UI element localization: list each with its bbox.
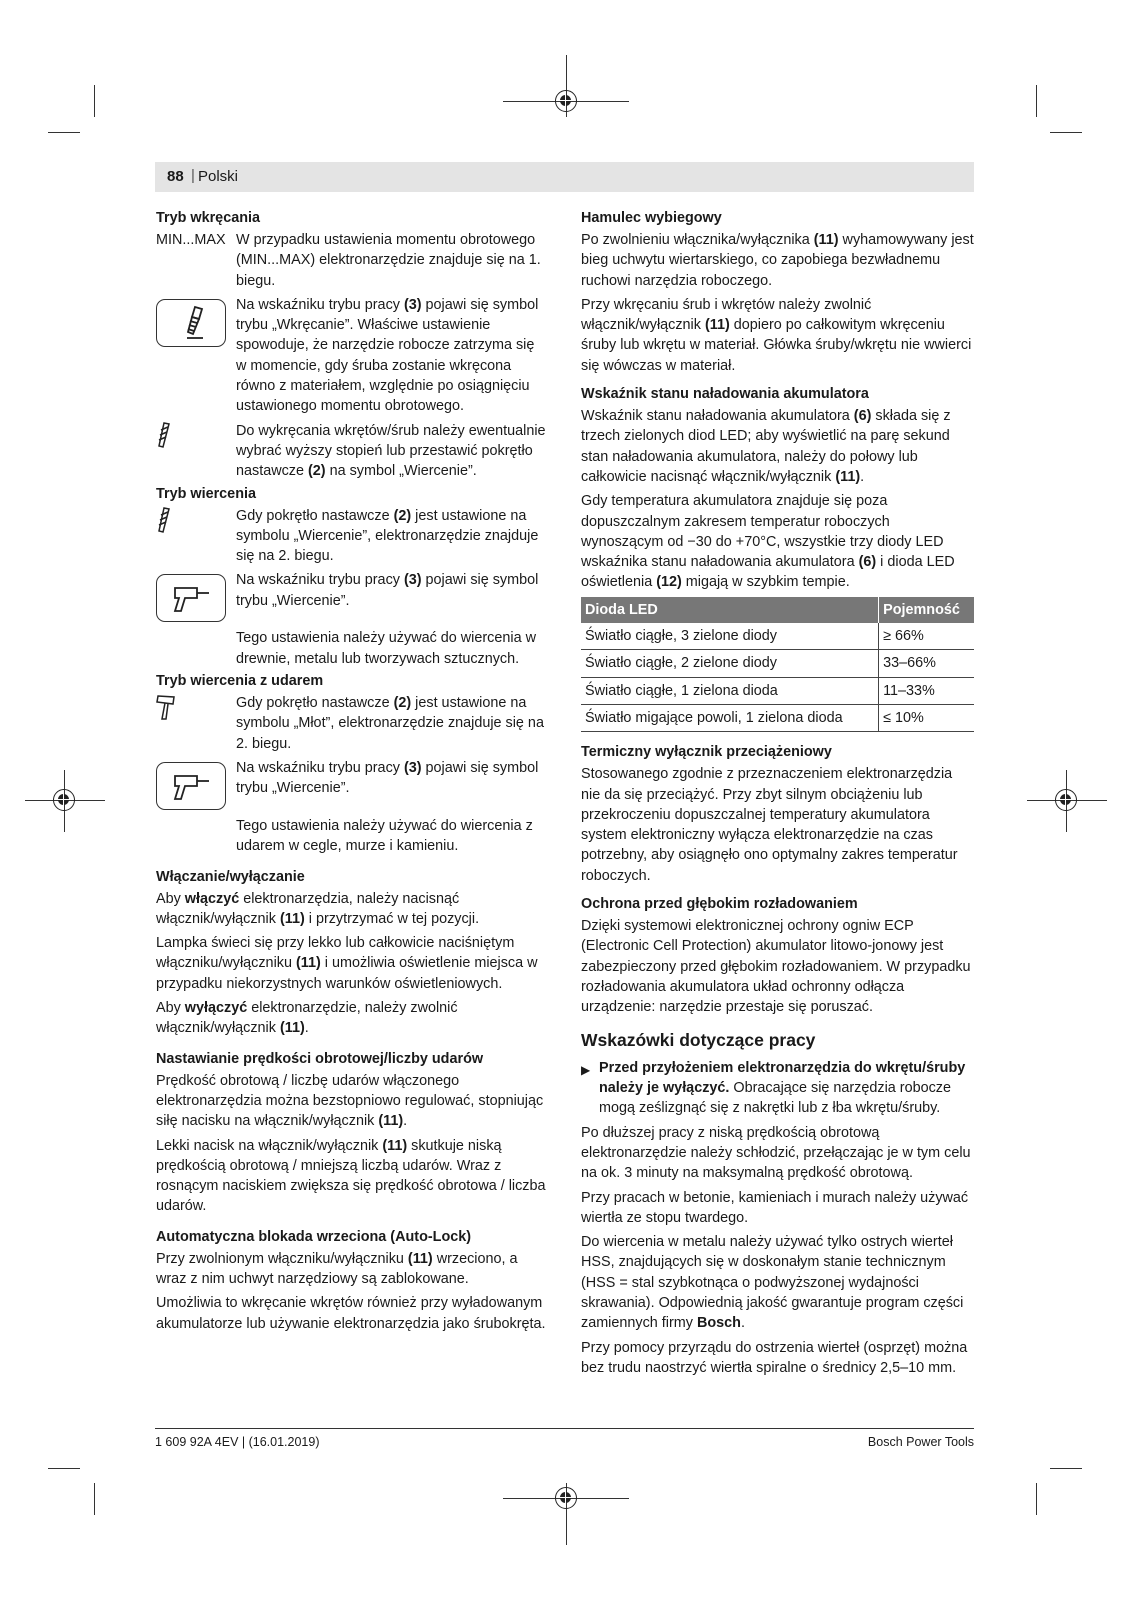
table-row xyxy=(581,650,974,677)
page-number: 88 xyxy=(167,168,184,185)
paragraph: Lampka świeci się przy lekko lub całkowicie naciśniętym włączniku/wyłączniku (11) i umożliwia oświetlenie miejsca w przypadku niekorzystnych warunków oświetleniowych. xyxy=(156,935,538,992)
hammer-icon xyxy=(156,693,180,721)
section-heading-predkosc: Nastawianie prędkości obrotowej/liczby udarów xyxy=(156,1050,484,1067)
left-column xyxy=(156,206,546,1338)
registration-mark-icon xyxy=(1055,789,1077,811)
section-heading-autolock: Automatyczna blokada wrzeciona (Auto-Lock) xyxy=(156,1228,472,1245)
section-heading-akumulator: Wskaźnik stanu naładowania akumulatora xyxy=(581,386,869,403)
drill-indicator-text: Na wskaźniku trybu pracy (3) pojawi się symbol trybu „Wiercenie”. xyxy=(236,572,539,609)
paragraph: Lekki nacisk na włącznik/wyłącznik (11) skutkuje niską prędkością obrotową / mniejszą liczbą udarów. Wraz z rosnącym naciskiem zwiększa się prędkość obrotowa / liczba udarów. xyxy=(156,1137,546,1215)
section-heading-wskazowki: Wskazówki dotyczące pracy xyxy=(581,1029,816,1050)
led-table xyxy=(581,597,974,732)
crop-mark xyxy=(1050,132,1082,133)
section-heading-termiczny: Termiczny wyłącznik przeciążeniowy xyxy=(581,744,832,761)
paragraph: Do wiercenia w metalu należy używać tylko ostrych wierteł HSS, znajdujących się w doskonałym stanie technicznym (HSS = stal szybkotnąca o podwyższonej wydajności skrawania). Odpowiednią jakość gwarantuje program części zamiennych firmy Bosch. xyxy=(581,1234,964,1332)
min-max-text: W przypadku ustawienia momentu obrotowego (MIN...MAX) elektronarzędzie znajduje się na 1. biegu. xyxy=(236,232,541,289)
table-row xyxy=(581,677,974,704)
screw-mode-text: Na wskaźniku trybu pracy (3) pojawi się symbol trybu „Wkręcanie”. Właściwe ustawienie spowoduje, że narzędzie robocze zatrzyma się w momencie, gdy śruba zostanie wkręcona równo z materiałem, względnie po osiągnięciu ustawionego momentu obrotowego. xyxy=(236,296,539,415)
hammer-mode-row xyxy=(156,693,546,754)
crop-mark xyxy=(94,1483,95,1515)
hammer-extra-text: Tego ustawienia należy używać do wiercenia z udarem w cegle, murze i kamieniu. xyxy=(236,817,533,855)
registration-mark-icon xyxy=(53,789,75,811)
header-language: Polski xyxy=(198,168,239,185)
paragraph: Przy pracach w betonie, kamieniach i murach należy używać wiertła ze stopu twardego. xyxy=(581,1189,969,1226)
table-cell: 11–33% xyxy=(879,677,974,704)
section-heading-tryb-wkrecania: Tryb wkręcania xyxy=(156,210,260,226)
paragraph: Aby włączyć elektronarzędzia, należy nacisnąć włącznik/wyłącznik (11) i przytrzymać w tej pozycji. xyxy=(156,890,480,927)
screw-mode-row xyxy=(156,295,546,417)
table-row xyxy=(581,623,974,650)
drill-mode-icon xyxy=(156,574,226,622)
hammer-indicator-text: Na wskaźniku trybu pracy (3) pojawi się symbol trybu „Wiercenie”. xyxy=(236,759,539,797)
crop-mark xyxy=(48,1468,80,1469)
crop-mark xyxy=(1036,1483,1037,1515)
section-heading-tryb-udar: Tryb wiercenia z udarem xyxy=(156,673,324,690)
table-cell: Światło migające powoli, 1 zielona dioda xyxy=(581,704,879,731)
table-header: Pojemność xyxy=(879,597,974,623)
header-separator: | xyxy=(191,167,195,184)
drill-mode-row xyxy=(156,506,546,567)
crop-mark xyxy=(1036,85,1037,117)
screwdriving-mode-icon xyxy=(156,299,226,347)
section-heading-tryb-wiercenia: Tryb wiercenia xyxy=(156,485,256,502)
footer-doc-id: 1 609 92A 4EV | (16.01.2019) xyxy=(155,1435,320,1449)
min-max-label: MIN...MAX xyxy=(156,232,226,248)
page-footer xyxy=(155,1428,974,1449)
table-cell: Światło ciągłe, 1 zielona dioda xyxy=(581,677,879,704)
paragraph: Aby wyłączyć elektronarzędzie, należy zwolnić włącznik/wyłącznik (11). xyxy=(156,1000,458,1037)
bullet-arrow-icon: ▶ xyxy=(581,1062,591,1077)
paragraph: Stosowanego zgodnie z przeznaczeniem elektronarzędzia nie da się przeciążyć. Przy zbyt silnym obciążeniu lub przekroczeniu dopuszczalnej temperatury akumulatora system elektroniczny wyłącza elektronarzędzie na czas potrzebny, aby osiągnęło ono optymalny zakres temperatur roboczych. xyxy=(581,766,958,884)
min-max-row xyxy=(156,230,546,291)
right-column xyxy=(581,206,974,1382)
table-cell: Światło ciągłe, 3 zielone diody xyxy=(581,623,879,650)
drill-bit-icon xyxy=(156,421,180,449)
warning-bullet: ▶ Przed przyłożeniem elektronarzędzia do wkrętu/śruby należy je wyłączyć. Obracające się narzędzia robocze mogą ześlizgnąć się z nakrętki lub z łba wkrętu/śruby. xyxy=(581,1058,974,1119)
table-header: Dioda LED xyxy=(581,597,879,623)
paragraph: Przy zwolnionym włączniku/wyłączniku (11) wrzeciono, a wraz z nim uchwyt narzędziowy są zablokowane. xyxy=(156,1250,518,1287)
drill-bit-icon xyxy=(156,506,180,534)
drill-indicator-row xyxy=(156,570,546,622)
crop-mark xyxy=(94,85,95,117)
registration-mark-icon xyxy=(555,1487,577,1509)
hammer-extra-row xyxy=(156,816,546,857)
hammer-indicator-row xyxy=(156,758,546,810)
footer-brand: Bosch Power Tools xyxy=(867,1435,974,1449)
paragraph: Przy wkręcaniu śrub i wkrętów należy zwolnić włącznik/wyłącznik (11) dopiero po całkowitym wkręceniu śruby lub wkrętu w materiał. Główka śruby/wkrętu nie wwierci się wówczas w materiał. xyxy=(581,296,972,374)
drill-mode-icon xyxy=(156,762,226,810)
table-row xyxy=(581,704,974,731)
drill-extra-text: Tego ustawienia należy używać do wiercenia w drewnie, metalu lub tworzywach sztucznych. xyxy=(236,630,536,667)
table-cell: 33–66% xyxy=(879,650,974,677)
table-cell: ≥ 66% xyxy=(879,623,974,650)
paragraph: Prędkość obrotową / liczbę udarów włączonego elektronarzędzia można bezstopniowo regulować, stopniując siłę nacisku na włącznik/wyłącznik (11). xyxy=(156,1072,544,1130)
unscrew-text: Do wykręcania wkrętów/śrub należy ewentualnie wybrać wyższy stopień lub przestawić pokrętło nastawcze (2) na symbol „Wiercenie”. xyxy=(236,422,546,480)
crop-mark xyxy=(48,132,80,133)
crop-mark xyxy=(1050,1468,1082,1469)
table-cell: ≤ 10% xyxy=(879,704,974,731)
section-heading-wlaczanie: Włączanie/wyłączanie xyxy=(156,868,305,885)
table-cell: Światło ciągłe, 2 zielone diody xyxy=(581,650,879,677)
paragraph: Po dłuższej pracy z niską prędkością obrotową elektronarzędzie należy schłodzić, przełączając je w tym celu na ok. 3 minuty na maksymalną prędkość obrotową. xyxy=(581,1124,971,1182)
drill-mode-text: Gdy pokrętło nastawcze (2) jest ustawione na symbolu „Wiercenie”, elektronarzędzie znajduje się na 2. biegu. xyxy=(236,507,539,565)
hammer-mode-text: Gdy pokrętło nastawcze (2) jest ustawione na symbolu „Młot”, elektronarzędzie znajduje się na 2. biegu. xyxy=(236,695,544,752)
page-header xyxy=(155,162,974,192)
section-heading-ochrona: Ochrona przed głębokim rozładowaniem xyxy=(581,896,858,913)
paragraph: Przy pomocy przyrządu do ostrzenia wierteł (osprzęt) można bez trudu naostrzyć wiertła spiralne o średnicy 2,5–10 mm. xyxy=(581,1339,968,1376)
paragraph: Wskaźnik stanu naładowania akumulatora (6) składa się z trzech zielonych diod LED; aby wyświetlić na parę sekund stan naładowania akumulatora, należy do połowy lub całkowicie nacisnąć włącznik/wyłącznik (11). xyxy=(581,408,951,485)
unscrew-row xyxy=(156,421,546,482)
paragraph: Dzięki systemowi elektronicznej ochrony ogniw ECP (Electronic Cell Protection) akumulator litowo-jonowy jest zabezpieczony przed głębokim rozładowaniem. W przypadku rozładowania akumulatora układ ochronny odłącza urządzenie: narzędzie przestaje się poruszać. xyxy=(581,918,971,1016)
paragraph: Po zwolnieniu włącznika/wyłącznika (11) wyhamowywany jest bieg uchwytu wiertarskiego, co zapobiega bezwładnemu ruchowi narzędzia roboczego. xyxy=(581,232,974,289)
section-heading-hamulec: Hamulec wybiegowy xyxy=(581,210,722,226)
drill-extra-row xyxy=(156,628,546,669)
paragraph: Gdy temperatura akumulatora znajduje się poza dopuszczalnym zakresem temperatur roboczych wynoszącym od −30 do +70°C, wszystkie trzy diody LED wskaźnika stanu naładowania akumulatora (6) i dioda LED oświetlenia (12) migają w szybkim tempie. xyxy=(581,493,955,591)
registration-mark-icon xyxy=(555,90,577,112)
paragraph: Umożliwia to wkręcanie wkrętów również przy wyładowanym akumulatorze lub używanie elektronarzędzia jako śrubokręta. xyxy=(156,1295,546,1332)
